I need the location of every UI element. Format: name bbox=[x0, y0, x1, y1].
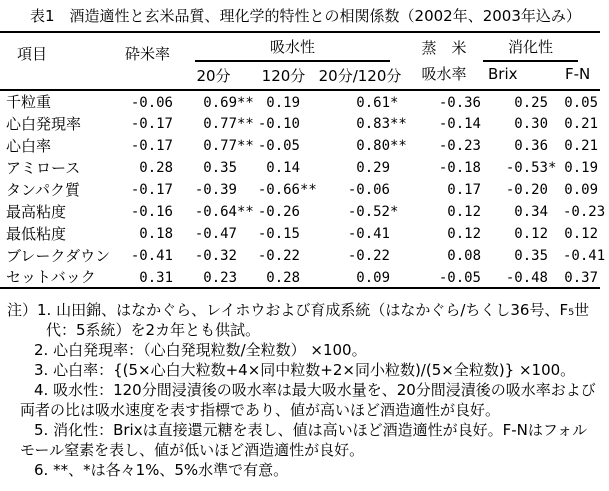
value-number: -0.26 bbox=[257, 204, 300, 220]
value-number: -0.15 bbox=[257, 226, 300, 242]
value-number: -0.10 bbox=[257, 116, 300, 132]
footnote-line: 6. **、*は各々1%、5%水準で有意。 bbox=[34, 461, 289, 479]
correlation-value bbox=[483, 156, 563, 178]
value-number: -0.32 bbox=[194, 248, 237, 264]
correlation-value bbox=[120, 200, 175, 222]
correlation-value bbox=[563, 134, 600, 156]
row-label: アミロース bbox=[6, 158, 81, 177]
group-label-digestibility: 消化性 bbox=[483, 35, 578, 62]
value-number: 0.77 bbox=[203, 116, 237, 132]
correlation-value bbox=[563, 112, 600, 134]
value-number: -0.20 bbox=[505, 182, 548, 198]
correlation-value bbox=[563, 266, 600, 288]
value-number: 0.12 bbox=[447, 226, 481, 242]
correlation-value bbox=[483, 200, 563, 222]
table-body bbox=[0, 90, 606, 288]
value-number: 0.21 bbox=[564, 116, 599, 132]
correlation-value bbox=[175, 244, 252, 266]
significance-stars: ** bbox=[300, 182, 317, 198]
correlation-value bbox=[252, 200, 315, 222]
footnote-line: 代：5系統）を2カ年とも供試。 bbox=[46, 321, 261, 339]
value-number: 0.61 bbox=[356, 94, 390, 111]
correlation-value bbox=[563, 200, 606, 222]
correlation-value bbox=[405, 266, 483, 288]
footnote-line: 5. 消化性：Brixは直接還元糖を表し、値は高いほど酒造適性が良好。F-Nはフォル bbox=[34, 421, 588, 439]
correlation-value bbox=[405, 156, 483, 178]
correlation-value bbox=[175, 222, 252, 244]
value-number: -0.06 bbox=[130, 94, 173, 111]
value-number: 0.19 bbox=[266, 94, 300, 111]
value-number: -0.64 bbox=[194, 204, 237, 220]
value-number: 0.09 bbox=[564, 182, 599, 198]
correlation-value bbox=[252, 178, 315, 200]
value-number: -0.41 bbox=[130, 248, 173, 264]
value-number: 0.12 bbox=[564, 226, 599, 242]
col-header-brix: Brix bbox=[488, 65, 518, 83]
footnote-line: 2. 心白発現率：（心白発現粒数/全粒数） ×100。 bbox=[34, 341, 367, 359]
row-label: 心白発現率 bbox=[6, 114, 82, 133]
correlation-value bbox=[120, 134, 175, 156]
value-number: -0.22 bbox=[257, 248, 300, 264]
footnote-line: 4. 吸水性：120分間浸漬後の吸水率は最大吸水量を、20分間浸漬後の吸水率および bbox=[34, 381, 596, 399]
correlation-value bbox=[563, 90, 600, 112]
col-header-f-n: F-N bbox=[565, 65, 591, 83]
correlation-value bbox=[405, 200, 483, 222]
value-number: -0.06 bbox=[347, 182, 390, 198]
col-group-water-absorption bbox=[175, 32, 405, 62]
value-number: -0.41 bbox=[563, 248, 606, 264]
table-row bbox=[0, 156, 600, 178]
correlation-value bbox=[175, 112, 252, 134]
value-number: 0.28 bbox=[139, 160, 173, 176]
correlation-value bbox=[120, 156, 175, 178]
value-number: -0.16 bbox=[130, 204, 173, 220]
value-number: 0.05 bbox=[564, 94, 599, 111]
table-row bbox=[0, 134, 600, 156]
value-number: -0.17 bbox=[130, 116, 173, 132]
correlation-value bbox=[175, 90, 252, 112]
correlation-value bbox=[252, 134, 315, 156]
correlation-table bbox=[0, 31, 606, 289]
value-number: 0.28 bbox=[266, 269, 300, 286]
correlation-value bbox=[120, 266, 175, 288]
value-number: 0.34 bbox=[514, 204, 548, 220]
value-number: -0.66 bbox=[257, 182, 300, 198]
row-label: 最高粘度 bbox=[6, 202, 67, 221]
value-number: -0.05 bbox=[257, 138, 300, 154]
value-number: -0.18 bbox=[438, 160, 481, 176]
correlation-value bbox=[563, 178, 600, 200]
value-number: -0.39 bbox=[194, 182, 237, 198]
value-number: 0.25 bbox=[514, 94, 548, 111]
correlation-value bbox=[315, 134, 405, 156]
correlation-value bbox=[483, 134, 563, 156]
value-number: 0.18 bbox=[139, 226, 173, 242]
significance-stars: ** bbox=[237, 116, 254, 132]
value-number: 0.12 bbox=[447, 204, 481, 220]
correlation-value bbox=[315, 90, 405, 112]
correlation-value bbox=[483, 244, 563, 266]
correlation-value bbox=[315, 266, 405, 288]
significance-stars: ** bbox=[237, 138, 254, 154]
value-number: 0.14 bbox=[266, 160, 300, 176]
significance-stars: ** bbox=[237, 204, 254, 220]
row-label: 千粒重 bbox=[6, 93, 52, 111]
value-number: 0.29 bbox=[356, 160, 390, 176]
correlation-value bbox=[252, 266, 315, 288]
correlation-value bbox=[120, 90, 175, 112]
significance-stars: ** bbox=[390, 138, 407, 154]
correlation-value bbox=[405, 244, 483, 266]
correlation-value bbox=[563, 156, 600, 178]
correlation-value bbox=[405, 134, 483, 156]
correlation-value bbox=[175, 200, 252, 222]
correlation-value bbox=[175, 156, 252, 178]
correlation-value bbox=[315, 222, 405, 244]
footnote-line: 3. 心白率：{(5×心白大粒数+4×同中粒数+2×同小粒数)/(5×全粒数)} ×100。 bbox=[34, 361, 576, 379]
correlation-value bbox=[405, 222, 483, 244]
row-label: タンパク質 bbox=[6, 180, 80, 199]
document-page bbox=[0, 8, 609, 491]
correlation-value bbox=[405, 178, 483, 200]
correlation-value bbox=[483, 266, 563, 288]
value-number: 0.77 bbox=[203, 138, 237, 154]
steamed-rice-label-line1: 蒸 米 bbox=[421, 39, 467, 57]
correlation-value bbox=[175, 178, 252, 200]
correlation-value bbox=[315, 178, 405, 200]
value-number: -0.36 bbox=[438, 94, 481, 111]
correlation-value bbox=[252, 156, 315, 178]
value-number: 0.09 bbox=[356, 269, 390, 286]
correlation-value bbox=[315, 112, 405, 134]
col-group-digestibility bbox=[483, 32, 600, 62]
value-number: -0.41 bbox=[347, 226, 390, 242]
col-header-crushed-rice-rate: 砕米率 bbox=[124, 45, 170, 63]
value-number: 0.80 bbox=[356, 138, 390, 154]
correlation-value bbox=[120, 222, 175, 244]
footnote-line: 注）1. 山田錦、はなかぐら、レイホウおよび育成系統（はなかぐら/ちくし36号、F₅世 bbox=[7, 301, 590, 319]
value-number: 0.23 bbox=[203, 269, 237, 286]
correlation-value bbox=[252, 222, 315, 244]
correlation-value bbox=[252, 244, 315, 266]
row-label: ブレークダウン bbox=[6, 246, 111, 265]
table-caption: 表1 酒造適性と玄米品質、理化学的特性との相関係数（2002年、2003年込み） bbox=[30, 7, 581, 25]
value-number: -0.17 bbox=[130, 182, 173, 198]
significance-stars: ** bbox=[390, 116, 407, 132]
value-number: -0.17 bbox=[130, 138, 173, 154]
table-row bbox=[0, 244, 600, 266]
group-label-water-absorption: 吸水性 bbox=[195, 35, 390, 62]
value-number: -0.23 bbox=[438, 138, 481, 154]
correlation-value bbox=[252, 112, 315, 134]
correlation-value bbox=[483, 222, 563, 244]
correlation-value bbox=[315, 200, 405, 222]
footnote-line: モール窒素を表し、値が低いほど酒造適性が良好。 bbox=[20, 441, 365, 459]
table-row bbox=[0, 266, 600, 288]
value-number: -0.47 bbox=[194, 226, 237, 242]
correlation-value bbox=[483, 112, 563, 134]
correlation-value bbox=[483, 90, 563, 112]
significance-stars: * bbox=[548, 160, 557, 176]
col-header-item: 項目 bbox=[17, 45, 48, 63]
correlation-value bbox=[252, 90, 315, 112]
col-header-120min: 120分 bbox=[261, 67, 306, 85]
correlation-value bbox=[120, 178, 175, 200]
row-label: 心白率 bbox=[6, 136, 52, 155]
correlation-value bbox=[315, 156, 405, 178]
col-header-steamed-rice-absorption bbox=[405, 32, 483, 90]
correlation-value bbox=[563, 244, 606, 266]
value-number: 0.36 bbox=[514, 138, 548, 154]
table-row bbox=[0, 222, 600, 244]
footnote-line: 両者の比は吸水速度を表す指標であり、値が高いほど酒造適性が良好。 bbox=[20, 401, 501, 419]
value-number: 0.12 bbox=[514, 226, 548, 242]
significance-stars: * bbox=[390, 204, 399, 220]
value-number: 0.30 bbox=[514, 116, 548, 132]
correlation-value bbox=[563, 222, 600, 244]
col-header-20min: 20分 bbox=[196, 67, 231, 85]
col-header-20-120-ratio: 20分/120分 bbox=[318, 67, 402, 85]
correlation-value bbox=[120, 244, 175, 266]
value-number: 0.21 bbox=[564, 138, 599, 154]
correlation-value bbox=[483, 178, 563, 200]
correlation-value bbox=[175, 266, 252, 288]
value-number: -0.48 bbox=[505, 269, 548, 286]
value-number: 0.31 bbox=[139, 269, 173, 286]
value-number: 0.19 bbox=[564, 160, 599, 176]
steamed-rice-label-line2: 吸水率 bbox=[421, 65, 467, 83]
value-number: 0.08 bbox=[447, 248, 481, 264]
table-row bbox=[0, 112, 600, 134]
table-header bbox=[0, 32, 600, 90]
significance-stars: * bbox=[390, 94, 399, 111]
value-number: -0.23 bbox=[563, 204, 606, 220]
row-label: セットバック bbox=[6, 268, 96, 286]
correlation-value bbox=[315, 244, 405, 266]
correlation-value bbox=[405, 90, 483, 112]
value-number: 0.69 bbox=[203, 94, 237, 111]
table-row bbox=[0, 90, 600, 112]
footnotes bbox=[0, 300, 609, 480]
value-number: -0.05 bbox=[438, 269, 481, 286]
row-label: 最低粘度 bbox=[6, 224, 67, 243]
table-row bbox=[0, 178, 600, 200]
table-row bbox=[0, 200, 600, 222]
value-number: -0.22 bbox=[347, 248, 390, 264]
value-number: 0.35 bbox=[514, 248, 548, 264]
correlation-value bbox=[120, 112, 175, 134]
value-number: -0.52 bbox=[347, 204, 390, 220]
value-number: 0.35 bbox=[203, 160, 237, 176]
value-number: -0.53 bbox=[505, 160, 548, 176]
value-number: -0.14 bbox=[438, 116, 481, 132]
correlation-value bbox=[405, 112, 483, 134]
value-number: 0.83 bbox=[356, 116, 390, 132]
value-number: 0.17 bbox=[447, 182, 481, 198]
significance-stars: ** bbox=[237, 94, 254, 111]
value-number: 0.37 bbox=[564, 269, 599, 286]
correlation-value bbox=[175, 134, 252, 156]
